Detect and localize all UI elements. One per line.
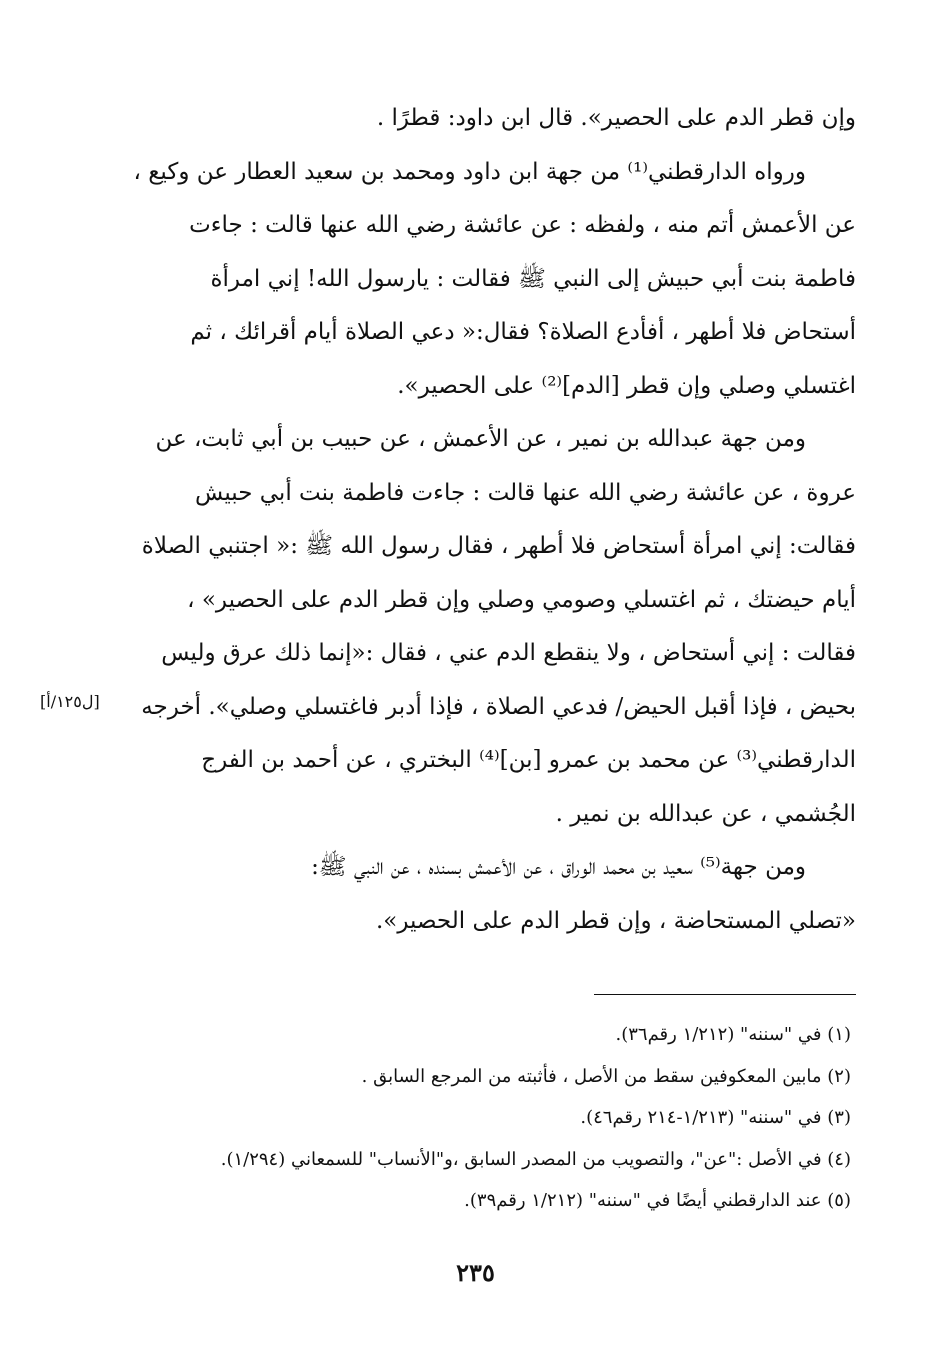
manuscript-folio-marker: [ل١٢٥/أ] xyxy=(40,692,100,711)
footnote-item: (٤) في الأصل :"عن"، والتصويب من المصدر السابق ،و"الأنساب" للسمعاني (١/٢٩٤). xyxy=(220,1148,851,1170)
text-line: فاطمة بنت أبي حبيش إلى النبي ﷺ فقالت : يارسول الله! إني امرأة xyxy=(210,265,856,292)
footnote-separator xyxy=(594,994,856,995)
text-line: أستحاض فلا أطهر ، أفأدع الصلاة؟ فقال:« دعي الصلاة أيام أقرائك ، ثم xyxy=(190,319,856,345)
text-line: الدارقطني⁽³⁾ عن محمد بن عمرو [بن]⁽⁴⁾ البختري ، عن أحمد بن الفرج xyxy=(201,747,856,773)
text-line: الجُشمي ، عن عبدالله بن نمير . xyxy=(555,800,856,827)
footnote-item: (٥) عند الدارقطني أيضًا في "سننه" (١/٢١٢ رقم٣٩). xyxy=(464,1190,851,1211)
text-line: ومن جهة عبدالله بن نمير ، عن الأعمش ، عن حبيب بن أبي ثابت، عن xyxy=(155,426,806,452)
text-line: وإن قطر الدم على الحصير». قال ابن داود: قطرًا . xyxy=(376,105,856,131)
page-number: ٢٣٥ xyxy=(456,1258,495,1287)
text-line: عن الأعمش أتم منه ، ولفظه : عن عائشة رضي الله عنها قالت : جاءت xyxy=(189,212,856,238)
main-text xyxy=(96,92,856,948)
text-line: عروة ، عن عائشة رضي الله عنها قالت : جاءت فاطمة بنت أبي حبيش xyxy=(195,479,856,506)
text-line: فقالت : إني أستحاض ، ولا ينقطع الدم عني ، فقال :«إنما ذلك عرق وليس xyxy=(161,640,856,666)
text-line: «تصلي المستحاضة ، وإن قطر الدم على الحصير». xyxy=(375,907,856,934)
footnote-item: (٣) في "سننه" (١/٢١٣-٢١٤ رقم٤٦). xyxy=(580,1107,851,1128)
text-line: ومن جهة⁽⁵⁾ سعيد بن محمد الوراق ، عن الأعمش بسنده ، عن النبي ﷺ: xyxy=(311,854,806,880)
text-line: فقالت: إني امرأة أستحاض فلا أطهر ، فقال رسول الله ﷺ :« اجتنبي الصلاة xyxy=(141,533,856,559)
footnotes xyxy=(111,1014,851,1222)
text-line: أيام حيضتك ، ثم اغتسلي وصومي وصلي وإن قطر الدم على الحصير» ، xyxy=(187,586,856,613)
footnote-item: (١) في "سننه" (١/٢١٢ رقم٣٦). xyxy=(615,1024,851,1045)
text-line: اغتسلي وصلي وإن قطر [الدم]⁽²⁾ على الحصير». xyxy=(397,372,856,399)
text-line: بحيض ، فإذا أقبل الحيض/ فدعي الصلاة ، فإذا أدبر فاغتسلي وصلي». أخرجه xyxy=(141,693,856,720)
text-line: ورواه الدارقطني⁽¹⁾ من جهة ابن داود ومحمد بن سعيد العطار عن وكيع ، xyxy=(133,158,806,185)
footnote-item: (٢) مابين المعكوفين سقط من الأصل ، فأثبته من المرجع السابق . xyxy=(361,1065,851,1087)
